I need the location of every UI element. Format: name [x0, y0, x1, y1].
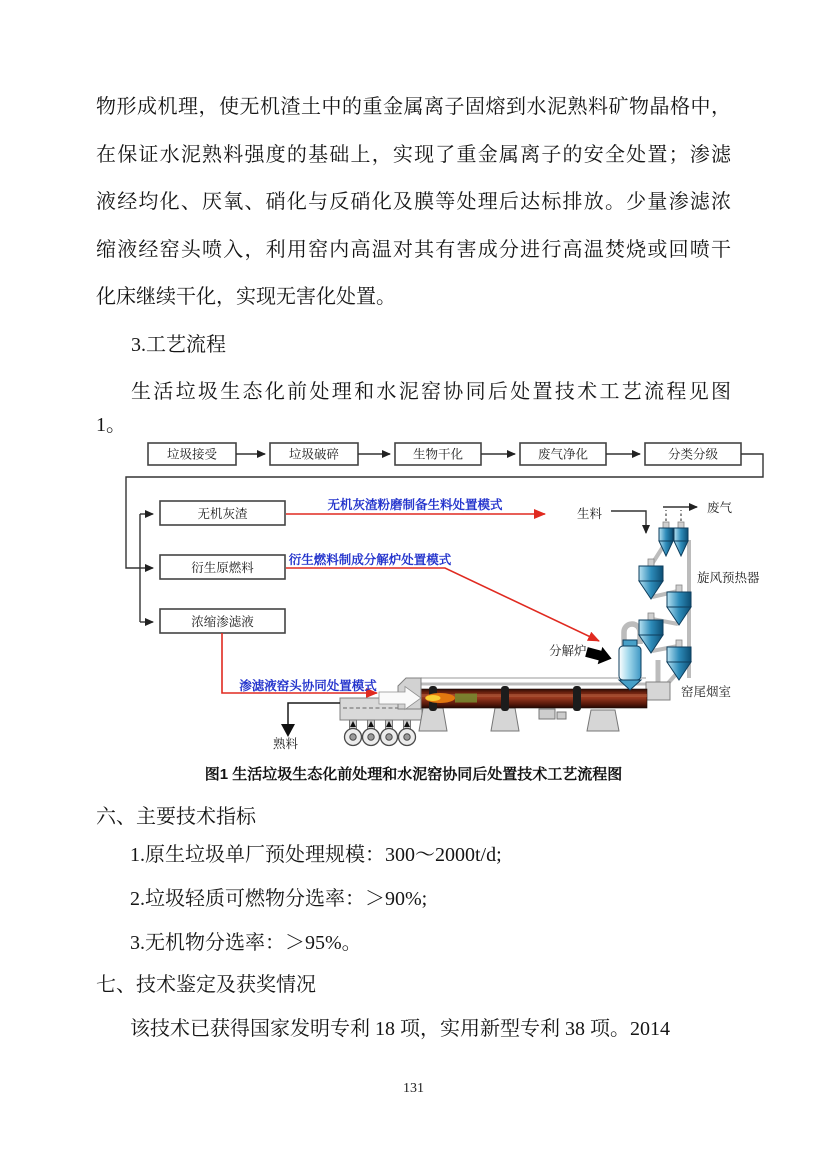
section-six-item: 3.无机物分选率：＞95%。: [130, 932, 362, 954]
pretreatment-flow-row: [148, 443, 741, 465]
flow-box-label: 垃圾接受: [166, 447, 218, 462]
body-line: 1。: [96, 414, 126, 436]
clinker-label: 熟料: [273, 737, 299, 751]
body-line: 在保证水泥熟料强度的基础上，实现了重金属离子的安全处置；渗滤: [96, 143, 731, 166]
rotary-kiln: [419, 686, 647, 731]
waste-gas-label: 废气: [707, 501, 733, 515]
mode-label-calciner: 衍生燃料制成分解炉处置模式: [288, 553, 452, 567]
kiln-tail-chamber-label: 窑尾烟室: [681, 685, 732, 699]
cooler-fans: [345, 720, 416, 746]
section-seven-paragraph: 该技术已获得国家发明专利 18 项，实用新型专利 38 项。2014: [130, 1018, 670, 1040]
mode-label-kiln-head: 渗滤液窑头协同处置模式: [239, 679, 377, 693]
raw-meal-label: 生料: [577, 507, 603, 521]
process-flow-diagram: [115, 440, 775, 762]
subsection-heading: 3.工艺流程: [131, 333, 226, 356]
body-line: 生活垃圾生态化前处理和水泥窑协同后处置技术工艺流程见图: [131, 381, 731, 403]
flow-box-label: 分类分级: [667, 447, 719, 462]
section-seven-title: 七、技术鉴定及获奖情况: [96, 974, 316, 996]
figure-caption: 图1 生活垃圾生态化前处理和水泥窑协同后处置技术工艺流程图: [204, 766, 623, 783]
page-number: 131: [403, 1081, 424, 1096]
output-box-label: 无机灰渣: [197, 507, 248, 521]
flow-box-label: 垃圾破碎: [288, 447, 340, 462]
body-line: 液经均化、厌氧、硝化与反硝化及膜等处理后达标排放。少量渗滤浓: [96, 191, 731, 213]
calciner-label: 分解炉: [549, 644, 587, 658]
output-boxes: [160, 501, 285, 633]
clinker-out: [273, 703, 340, 751]
flow-box-label: 生物干化: [412, 447, 464, 462]
section-six-item: 1.原生垃圾单厂预处理规模：300～2000t/d;: [130, 844, 502, 866]
body-paragraphs: [96, 84, 731, 417]
output-box-label: 衍生原燃料: [191, 561, 254, 575]
section-six-item: 2.垃圾轻质可燃物分选率：＞90%;: [130, 888, 428, 910]
section-six-title: 六、主要技术指标: [96, 806, 256, 828]
mode-label-raw-meal: 无机灰渣粉磨制备生料处置模式: [327, 498, 503, 512]
cyclone-preheater: [639, 522, 760, 680]
output-box-label: 浓缩渗滤液: [191, 615, 254, 629]
preheater-label: 旋风预热器: [697, 571, 760, 585]
body-line: 缩液经窑头喷入，利用窑内高温对其有害成分进行高温焚烧或回喷干: [96, 238, 731, 261]
disposal-mode-arrows: [222, 497, 599, 693]
feed-and-exhaust: [577, 500, 733, 533]
calciner-pointer-arrow: [584, 643, 614, 667]
kiln-tail-chamber: [646, 682, 670, 700]
body-line: 化床继续干化，实现无害化处置。: [96, 286, 396, 308]
body-line: 物形成机理，使无机渣土中的重金属离子固熔到水泥熟料矿物晶格中，: [96, 96, 731, 118]
process-flow-figure: [115, 440, 775, 762]
flow-box-label: 废气净化: [537, 447, 589, 462]
